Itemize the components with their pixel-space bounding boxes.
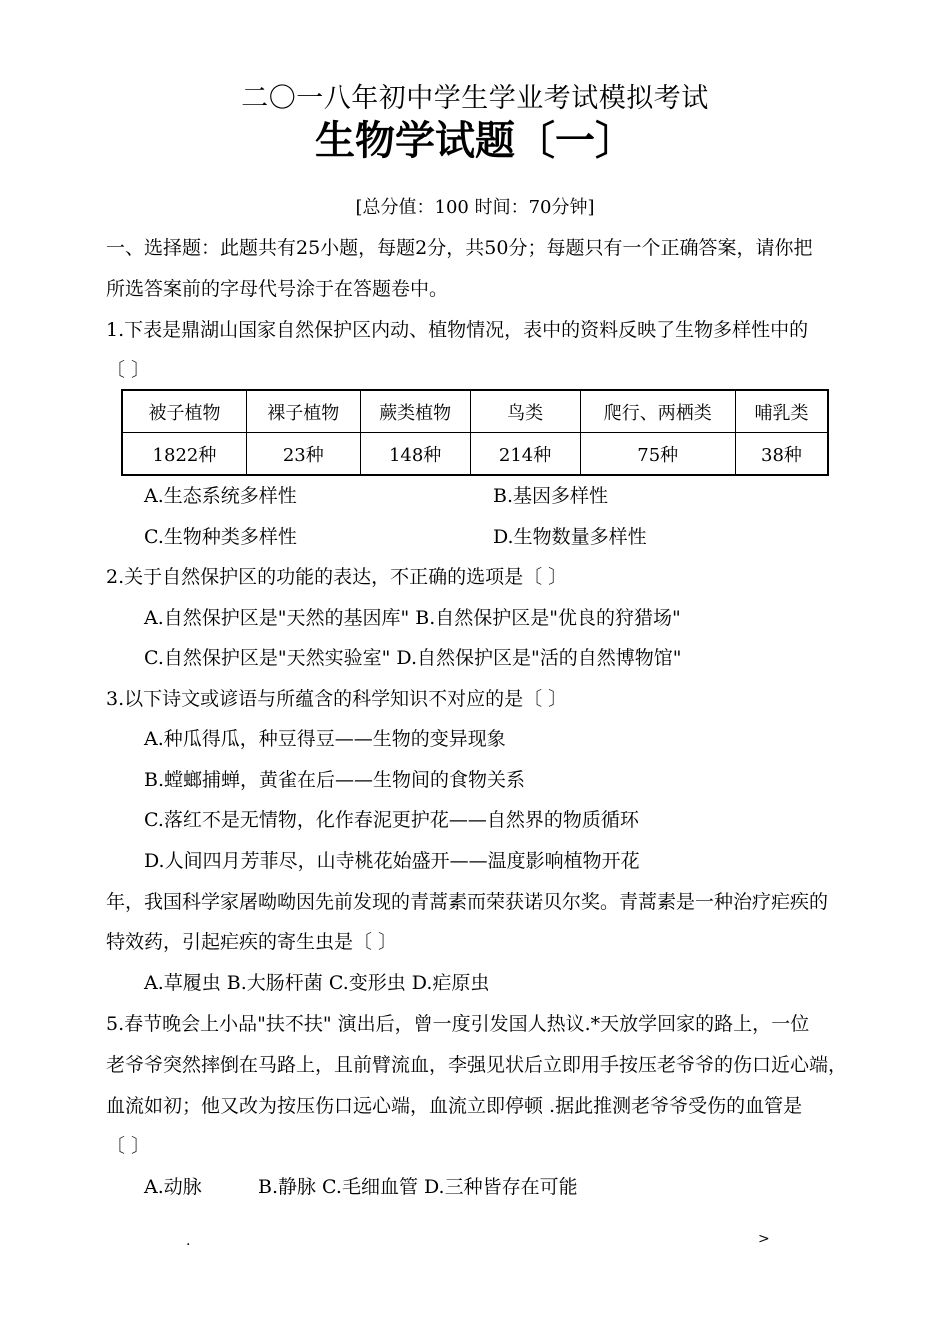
q1-option-a: A.生态系统多样性: [144, 485, 297, 507]
table-header-cell: 被子植物: [122, 390, 246, 433]
q2-options-line1: A.自然保护区是"天然的基因库" B.自然保护区是"优良的狩猎场": [144, 607, 681, 629]
q2-stem: 2.关于自然保护区的功能的表达，不正确的选项是〔 〕: [106, 566, 568, 588]
q1-option-c: C.生物种类多样性: [144, 526, 297, 548]
table-header-cell: 蕨类植物: [360, 390, 470, 433]
table-cell: 1822种: [122, 433, 246, 476]
q5-option-a: A.动脉: [144, 1176, 202, 1198]
q4-stem-line2: 特效药，引起疟疾的寄生虫是〔 〕: [106, 931, 398, 953]
table-row: [122, 433, 828, 476]
q4-options: A.草履虫 B.大肠杆菌 C.变形虫 D.疟原虫: [144, 972, 490, 994]
table-header-cell: 哺乳类: [735, 390, 828, 433]
table-header-cell: 裸子植物: [246, 390, 360, 433]
exam-title: 二〇一八年初中学生学业考试模拟考试: [241, 83, 709, 114]
table-cell: 148种: [360, 433, 470, 476]
table-header-cell: 爬行、两栖类: [580, 390, 735, 433]
biodiversity-table: [121, 389, 829, 476]
footer-mark-left: .: [186, 1233, 191, 1249]
q3-option-b: B.螳螂捕蝉，黄雀在后——生物间的食物关系: [144, 769, 526, 791]
q2-options-line2: C.自然保护区是"天然实验室" D.自然保护区是"活的自然博物馆": [144, 647, 682, 669]
q3-stem: 3.以下诗文或谚语与所蕴含的科学知识不对应的是〔 〕: [106, 688, 568, 710]
q5-options-rest: B.静脉 C.毛细血管 D.三种皆存在可能: [258, 1176, 578, 1198]
table-cell: 75种: [580, 433, 735, 476]
q3-option-d: D.人间四月芳菲尽，山寺桃花始盛开——温度影响植物开花: [144, 850, 640, 872]
q1-option-b: B.基因多样性: [493, 485, 609, 507]
q5-stem-line2: 老爷爷突然摔倒在马路上，且前臂流血，李强见状后立即用手按压老爷爷的伤口近心端，: [106, 1054, 848, 1076]
q3-option-a: A.种瓜得瓜，种豆得豆——生物的变异现象: [144, 728, 506, 750]
table-cell: 23种: [246, 433, 360, 476]
footer-mark-right: >: [758, 1231, 770, 1247]
q3-option-c: C.落红不是无情物，化作春泥更护花——自然界的物质循环: [144, 809, 639, 831]
score-info: [总分值：100 时间：70分钟]: [355, 197, 595, 218]
table-header-row: [122, 390, 828, 433]
section-instruction-line1: 一、选择题：此题共有25小题，每题2分，共50分；每题只有一个正确答案，请你把: [106, 237, 813, 259]
q1-stem-line2: 〔 〕: [106, 359, 151, 381]
table-cell: 214种: [470, 433, 580, 476]
table-header-cell: 鸟类: [470, 390, 580, 433]
table-cell: 38种: [735, 433, 828, 476]
q5-stem-line4: 〔 〕: [106, 1135, 151, 1157]
section-instruction-line2: 所选答案前的字母代号涂于在答题卷中。: [106, 278, 449, 300]
q4-stem-line1: 年，我国科学家屠呦呦因先前发现的青蒿素而荣获诺贝尔奖。青蒿素是一种治疗疟疾的: [106, 891, 829, 913]
q5-stem-line1: 5.春节晚会上小品"扶不扶" 演出后，曾一度引发国人热议.*天放学回家的路上，一位: [106, 1013, 810, 1035]
q1-option-d: D.生物数量多样性: [493, 526, 647, 548]
q1-stem-line1: 1.下表是鼎湖山国家自然保护区内动、植物情况，表中的资料反映了生物多样性中的: [106, 319, 809, 341]
subject-title: 生物学试题〔一〕: [315, 118, 635, 164]
q5-stem-line3: 血流如初；他又改为按压伤口远心端，血流立即停顿 .据此推测老爷爷受伤的血管是: [106, 1095, 803, 1117]
